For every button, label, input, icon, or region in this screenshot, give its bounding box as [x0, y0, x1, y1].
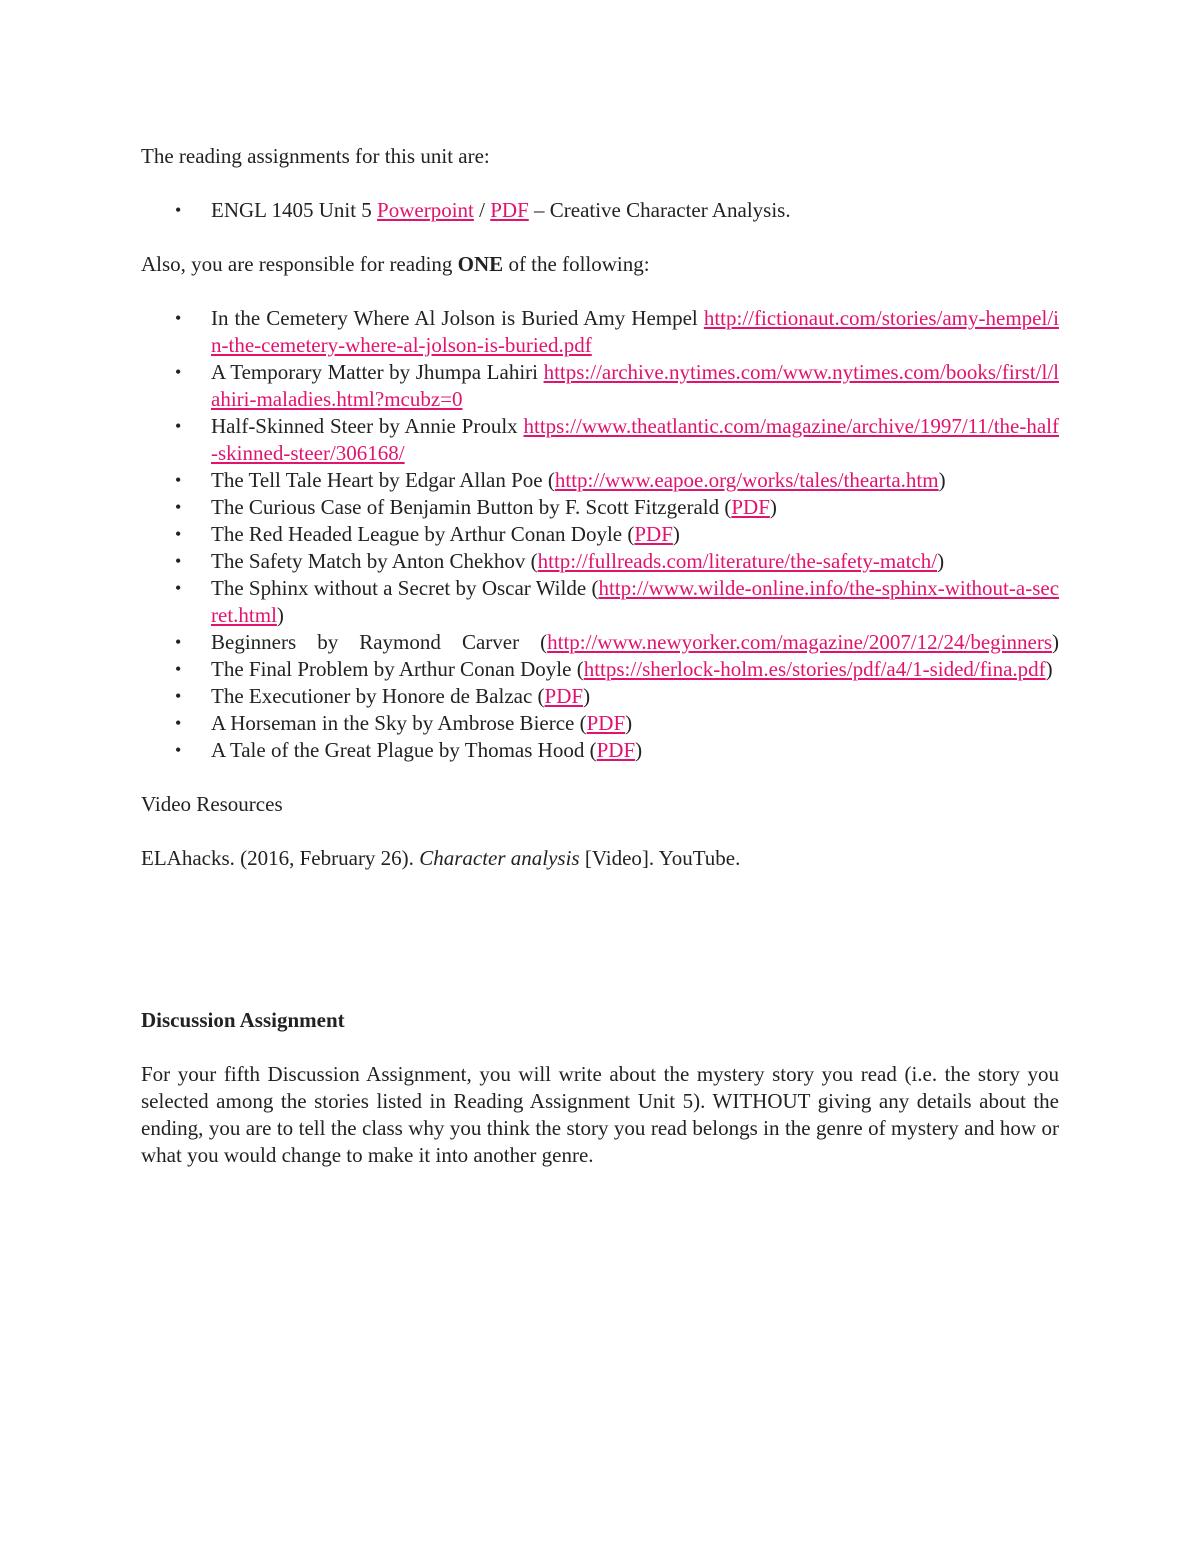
story-open-paren: ( — [537, 684, 545, 708]
list-item — [211, 467, 1059, 494]
story-close-paren: ) — [1045, 657, 1053, 681]
story-link[interactable]: http://www.wilde-online.info/the-sphinx-without-a-secret.html — [211, 576, 1060, 627]
document-page — [141, 143, 1059, 1169]
list-item — [211, 548, 1059, 575]
spacer — [141, 872, 1059, 1007]
story-link[interactable]: http://fictionaut.com/stories/amy-hempel/in-the-cemetery-where-al-jolson-is-buried.pdf — [211, 306, 1059, 357]
story-open-paren: ( — [547, 468, 555, 492]
story-link[interactable]: PDF — [634, 522, 673, 546]
engl-suffix: – Creative Character Analysis. — [528, 198, 791, 222]
list-item — [211, 359, 1059, 413]
story-title: The Curious Case of Benjamin Button by F. Scott Fitzgerald — [211, 495, 720, 519]
story-close-paren: ) — [583, 684, 591, 708]
story-link[interactable]: http://www.eapoe.org/works/tales/thearta.htm — [554, 468, 939, 492]
story-list — [141, 305, 1059, 764]
engl-separator: / — [473, 198, 491, 222]
video-heading: Video Resources — [141, 792, 283, 816]
story-title: The Safety Match by Anton Chekhov — [211, 549, 526, 573]
story-link[interactable]: PDF — [596, 738, 636, 762]
story-open-paren: ( — [627, 522, 635, 546]
story-title: The Tell Tale Heart by Edgar Allan Poe — [211, 468, 543, 492]
story-title: Beginners by Raymond Carver — [211, 630, 520, 654]
story-open-paren: ( — [576, 657, 584, 681]
list-item — [211, 629, 1059, 656]
list-item — [211, 737, 1059, 764]
story-open-paren: ( — [579, 711, 587, 735]
story-title: The Final Problem by Arthur Conan Doyle — [211, 657, 572, 681]
story-close-paren: ) — [1052, 630, 1059, 654]
list-item — [211, 521, 1059, 548]
story-title: The Executioner by Honore de Balzac — [211, 684, 533, 708]
discussion-heading: Discussion Assignment — [141, 1008, 345, 1032]
story-title: A Horseman in the Sky by Ambrose Bierce — [211, 711, 575, 735]
list-item — [211, 656, 1059, 683]
story-link[interactable]: https://sherlock-holm.es/stories/pdf/a4/1-sided/fina.pdf — [583, 657, 1046, 681]
story-close-paren: ) — [937, 549, 945, 573]
story-close-paren: ) — [635, 738, 643, 762]
story-title: A Temporary Matter by Jhumpa Lahiri — [211, 360, 538, 384]
story-open-paren: ( — [540, 630, 548, 654]
also-prefix: Also, you are responsible for reading — [141, 252, 458, 276]
pdf-link[interactable]: PDF — [490, 198, 529, 222]
story-title: In the Cemetery Where Al Jolson is Buried Amy Hempel — [211, 306, 698, 330]
story-title: The Red Headed League by Arthur Conan Doyle — [211, 522, 623, 546]
list-item — [211, 683, 1059, 710]
story-link[interactable]: https://www.theatlantic.com/magazine/archive/1997/11/the-half-skinned-steer/306168/ — [211, 414, 1060, 465]
story-title: Half-Skinned Steer by Annie Proulx — [211, 414, 518, 438]
citation-prefix: ELAhacks. (2016, February 26). — [141, 846, 420, 870]
story-open-paren: ( — [591, 576, 599, 600]
list-item — [211, 494, 1059, 521]
list-item — [211, 575, 1059, 629]
discussion-body: For your fifth Discussion Assignment, you will write about the mystery story you read (i.e. the story you selected among the stories listed in Reading Assignment Unit 5). WITHOUT giving any details about the ending, you are to tell the class why you think the story you read belongs in the genre of mystery and how or what you would change to make it into another genre. — [141, 1062, 1059, 1167]
list-item — [211, 197, 1059, 224]
story-close-paren: ) — [672, 522, 680, 546]
list-item — [211, 710, 1059, 737]
story-link[interactable]: http://www.newyorker.com/magazine/2007/12/24/beginners — [547, 630, 1052, 654]
story-open-paren: ( — [724, 495, 732, 519]
story-link[interactable]: http://fullreads.com/literature/the-safety-match/ — [537, 549, 938, 573]
citation-suffix: [Video]. YouTube. — [579, 846, 741, 870]
story-link[interactable]: PDF — [731, 495, 770, 519]
unit-materials-list — [141, 197, 1059, 224]
list-item — [211, 305, 1059, 359]
citation-title: Character analysis — [419, 846, 580, 870]
reading-intro: The reading assignments for this unit are: — [141, 144, 490, 168]
story-close-paren: ) — [625, 711, 633, 735]
also-paragraph — [141, 251, 1059, 278]
story-link[interactable]: https://archive.nytimes.com/www.nytimes.com/books/first/l/lahiri-maladies.html?mcubz=0 — [211, 360, 1059, 411]
story-close-paren: ) — [276, 603, 284, 627]
story-title: The Sphinx without a Secret by Oscar Wilde — [211, 576, 587, 600]
powerpoint-link[interactable]: Powerpoint — [377, 198, 474, 222]
story-separator — [519, 630, 540, 654]
story-link[interactable]: PDF — [544, 684, 584, 708]
story-title: A Tale of the Great Plague by Thomas Hood — [211, 738, 585, 762]
story-close-paren: ) — [769, 495, 777, 519]
story-open-paren: ( — [589, 738, 597, 762]
also-suffix: of the following: — [503, 252, 650, 276]
list-item — [211, 413, 1059, 467]
story-open-paren: ( — [530, 549, 538, 573]
video-citation — [141, 845, 1059, 872]
engl-prefix: ENGL 1405 Unit 5 — [211, 198, 378, 222]
story-close-paren: ) — [938, 468, 946, 492]
also-bold: ONE — [457, 252, 504, 276]
story-link[interactable]: PDF — [586, 711, 626, 735]
